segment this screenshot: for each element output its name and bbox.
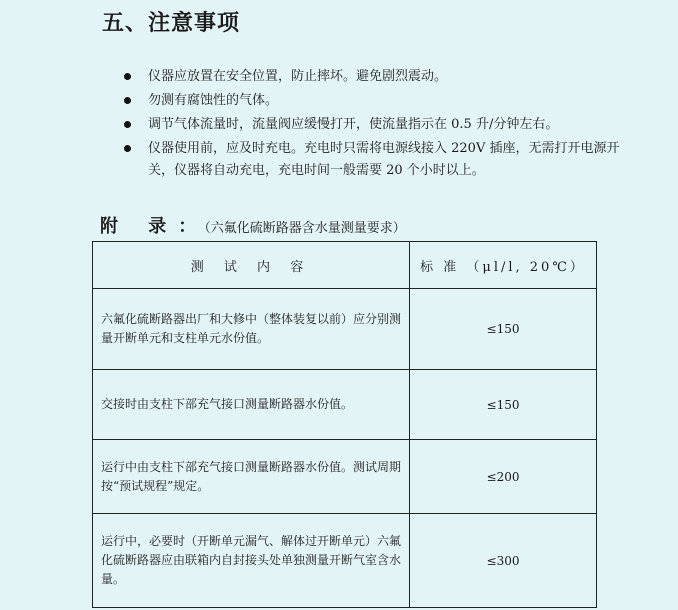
cell-content: 六氟化硫断路器出厂和大修中（整体装复以前）应分别测量开断单元和支柱单元水份值。: [93, 289, 410, 370]
list-item: [124, 114, 644, 136]
cell-content: 交接时由支柱下部充气接口测量断路器水份值。: [93, 370, 410, 440]
appendix-colon: ：: [178, 216, 197, 237]
header-content: 测 试 内 容: [93, 242, 410, 289]
cell-content: 运行中，必要时（开断单元漏气、解体过开断单元）六氟化硫断路器应由联箱内自封接头处单独测量开断气室含水量。: [93, 514, 410, 608]
table-row: [93, 440, 597, 514]
section-heading: 五、注意事项: [102, 10, 241, 36]
requirements-table: [92, 241, 597, 608]
cell-standard: ≤150: [410, 370, 597, 440]
note-text: 仪器使用前，应及时充电。充电时只需将电源线接入 220V 插座，无需打开电源开关，仪器将自动充电，充电时间一般需要 20 个小时以上。: [148, 141, 620, 178]
table-row: [93, 514, 597, 608]
bullet-icon: [124, 121, 131, 128]
cell-standard: ≤150: [410, 289, 597, 370]
table-header-row: [93, 242, 597, 289]
list-item: [124, 138, 644, 182]
notes-list: [124, 66, 644, 184]
list-item: [124, 66, 644, 88]
list-item: [124, 90, 644, 112]
appendix-label: 附 录: [100, 216, 179, 237]
note-text: 勿测有腐蚀性的气体。: [148, 93, 279, 108]
bullet-icon: [124, 97, 131, 104]
note-text: 调节气体流量时，流量阀应缓慢打开，使流量指示在 0.5 升/分钟左右。: [148, 117, 559, 132]
table-row: [93, 370, 597, 440]
table-row: [93, 289, 597, 370]
cell-content: 运行中由支柱下部充气接口测量断路器水份值。测试周期按“预试规程”规定。: [93, 440, 410, 514]
bullet-icon: [124, 145, 131, 152]
cell-standard: ≤200: [410, 440, 597, 514]
appendix-subtitle: （六氟化硫断路器含水量测量要求）: [204, 221, 406, 236]
note-text: 仪器应放置在安全位置，防止摔坏。避免剧烈震动。: [148, 69, 448, 84]
cell-standard: ≤300: [410, 514, 597, 608]
bullet-icon: [124, 73, 131, 80]
appendix-title: [100, 212, 406, 238]
header-standard: 标 准 （μl/l, 20℃）: [410, 242, 597, 289]
